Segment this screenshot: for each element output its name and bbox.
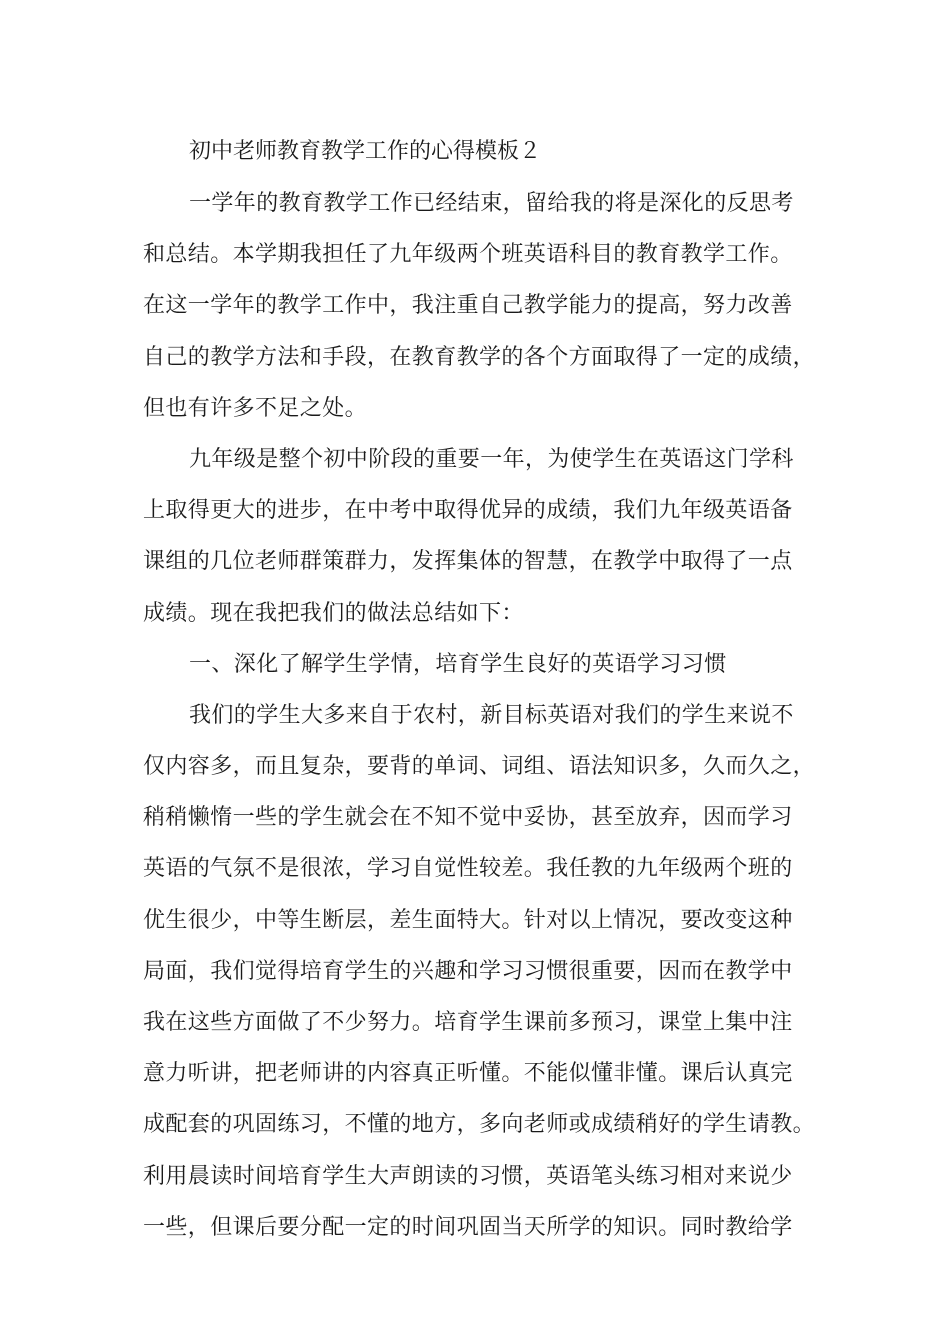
text-line: 在这一学年的教学工作中，我注重自己教学能力的提高，努力改善 [143,293,793,319]
text-line: 意力听讲，把老师讲的内容真正听懂。不能似懂非懂。课后认真完 [143,1061,793,1087]
document-body [143,128,833,1253]
text-line: 局面，我们觉得培育学生的兴趣和学习习惯很重要，因而在教学中 [143,958,793,984]
text-line: 和总结。本学期我担任了九年级两个班英语科目的教育教学工作。 [143,242,793,268]
text-line: 优生很少，中等生断层，差生面特大。针对以上情况，要改变这种 [143,907,793,933]
document-title: 初中老师教育教学工作的心得模板２ [189,139,542,164]
text-line: 利用晨读时间培育学生大声朗读的习惯，英语笔头练习相对来说少 [143,1163,793,1189]
text-line: 但也有许多不足之处。 [143,395,368,421]
text-line: 成配套的巩固练习，不懂的地方，多向老师或成绩稍好的学生请教。 [143,1112,816,1138]
text-line: 上取得更大的进步，在中考中取得优异的成绩，我们九年级英语备 [143,498,793,524]
document-text [143,178,833,1253]
text-line: 一、深化了解学生学情，培育学生良好的英语学习习惯 [189,651,727,677]
text-line: 我们的学生大多来自于农村，新目标英语对我们的学生来说不 [189,702,794,728]
text-line: 九年级是整个初中阶段的重要一年，为使学生在英语这门学科 [189,446,794,472]
text-line: 成绩。现在我把我们的做法总结如下： [143,600,524,626]
text-line: 稍稍懒惰一些的学生就会在不知不觉中妥协，甚至放弃，因而学习 [143,805,793,831]
text-line: 课组的几位老师群策群力，发挥集体的智慧，在教学中取得了一点 [143,549,793,575]
text-line: 仅内容多，而且复杂，要背的单词、词组、语法知识多，久而久之， [143,754,816,780]
text-line: 一些，但课后要分配一定的时间巩固当天所学的知识。同时教给学 [143,1214,793,1240]
text-line: 一学年的教育教学工作已经结束，留给我的将是深化的反思考 [189,191,794,216]
text-line: 英语的气氛不是很浓，学习自觉性较差。我任教的九年级两个班的 [143,856,793,882]
text-line: 自己的教学方法和手段，在教育教学的各个方面取得了一定的成绩， [143,344,816,370]
text-line: 我在这些方面做了不少努力。培育学生课前多预习，课堂上集中注 [143,1010,793,1035]
